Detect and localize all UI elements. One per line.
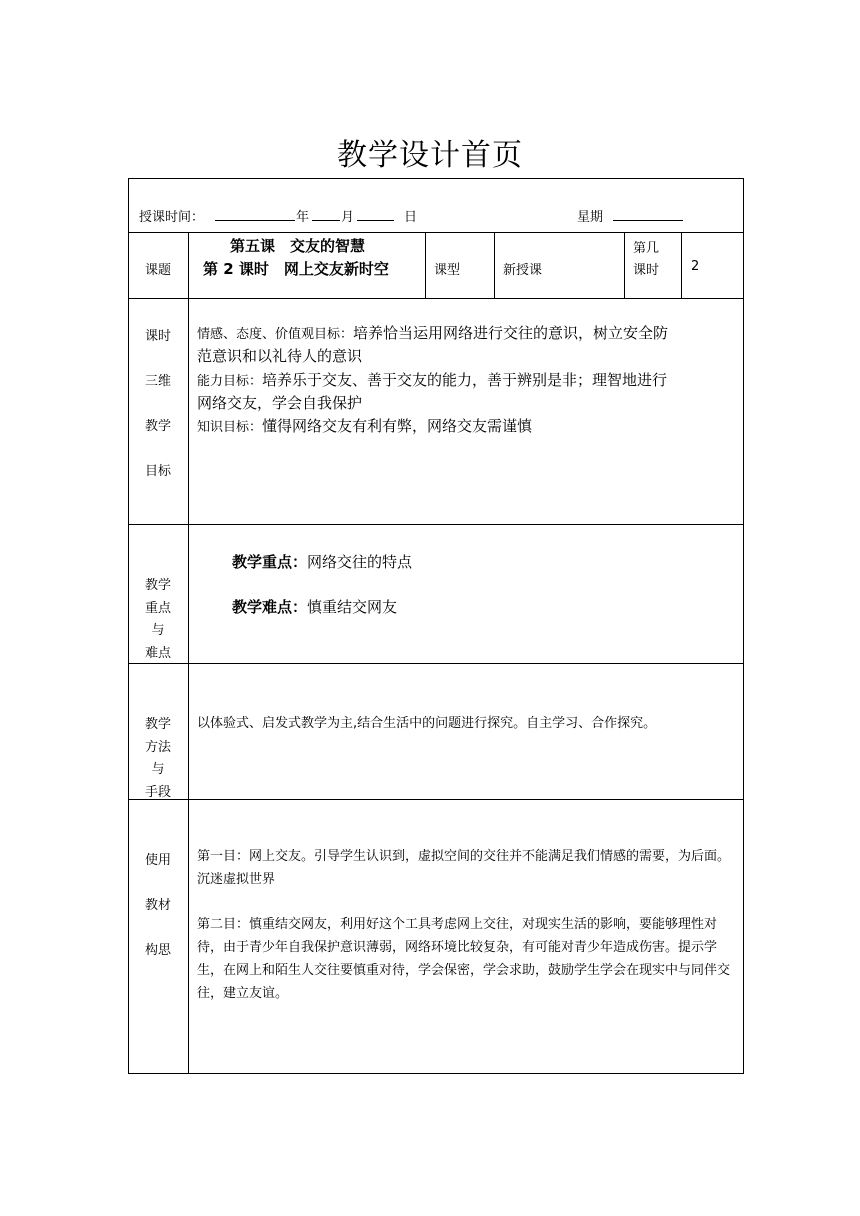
- keypoints-label-4: 难点: [144, 646, 171, 661]
- column-divider: [681, 232, 682, 298]
- day-blank: [357, 220, 394, 221]
- teaching-focus: 教学重点：网络交往的特点: [232, 553, 413, 571]
- topic-line-1: 第五课 交友的智慧: [230, 237, 366, 255]
- year-label: 年: [296, 210, 310, 225]
- materials-label-2: 教材: [144, 898, 171, 913]
- methods-label-1: 教学: [144, 717, 171, 732]
- goals-label-1: 课时: [144, 329, 171, 344]
- row-divider: [129, 298, 743, 299]
- materials-paragraph-1: 第一目：网上交友。引导学生认识到，虚拟空间的交往并不能满足我们情感的需要，为后面。沉迷虚拟世界: [197, 849, 731, 887]
- weekday-label: 星期: [577, 210, 604, 225]
- column-divider: [425, 232, 426, 298]
- row-divider: [129, 524, 743, 525]
- teaching-methods-text: 以体验式、启发式教学为主,结合生活中的问题进行探究。自主学习、合作探究。: [197, 716, 657, 731]
- period-value: 2: [691, 259, 700, 274]
- methods-label-2: 方法: [144, 740, 171, 755]
- materials-label-3: 构思: [144, 943, 171, 958]
- period-label-line-1: 第几: [633, 241, 660, 256]
- lesson-type-value: 新授课: [503, 263, 543, 278]
- methods-label-4: 手段: [144, 785, 171, 800]
- lesson-plan-table: [128, 178, 744, 1074]
- month-label: 月: [341, 210, 355, 225]
- teaching-time-label: 授课时间：: [139, 210, 205, 225]
- goal-ability-line-1: 能力目标：培养乐于交友、善于交友的能力，善于辨别是非；理智地进行: [197, 371, 668, 389]
- column-divider: [494, 232, 495, 298]
- keypoints-label-2: 重点: [144, 601, 171, 616]
- label-column-divider: [188, 232, 189, 1074]
- month-blank: [312, 220, 340, 221]
- topic-line-2: 第 2 课时 网上交友新时空: [203, 260, 389, 278]
- teaching-difficulty: 教学难点：慎重结交网友: [232, 598, 398, 616]
- column-divider: [624, 232, 625, 298]
- goals-label-3: 教学: [144, 419, 171, 434]
- goal-knowledge-line: 知识目标：懂得网络交友有利有弊，网络交友需谨慎: [197, 417, 533, 435]
- day-label: 日: [404, 210, 418, 225]
- keypoints-label-3: 与: [151, 623, 165, 638]
- goals-label-2: 三维: [144, 374, 171, 389]
- lesson-type-label: 课型: [434, 263, 461, 278]
- row-divider: [129, 232, 743, 233]
- document-title: 教学设计首页: [337, 138, 523, 173]
- date-blank: [215, 220, 295, 221]
- materials-paragraph-2: 第二目：慎重结交网友，利用好这个工具考虑网上交往，对现实生活的影响，要能够理性对待，由于青少年自我保护意识薄弱，网络环境比较复杂，有可能对青少年造成伤害。提示学生，在网上和陌生人交往要慎重对待，学会保密，学会求助，鼓励学生学会在现实中与同伴交往，建立友谊。: [197, 917, 731, 1001]
- goal-ability-line-2: 网络交友，学会自我保护: [197, 394, 363, 412]
- methods-label-3: 与: [151, 762, 165, 777]
- row-divider: [129, 663, 743, 664]
- goal-emotion-line-1: 情感、态度、价值观目标：培养恰当运用网络进行交往的意识，树立安全防: [197, 324, 669, 342]
- materials-label-1: 使用: [144, 853, 171, 868]
- row-divider: [129, 799, 743, 800]
- topic-label: 课题: [144, 263, 171, 278]
- period-label-line-2: 课时: [633, 263, 660, 278]
- goal-emotion-line-2: 范意识和以礼待人的意识: [197, 347, 363, 365]
- goals-label-4: 目标: [144, 464, 171, 479]
- keypoints-label-1: 教学: [144, 578, 171, 593]
- weekday-blank: [613, 220, 683, 221]
